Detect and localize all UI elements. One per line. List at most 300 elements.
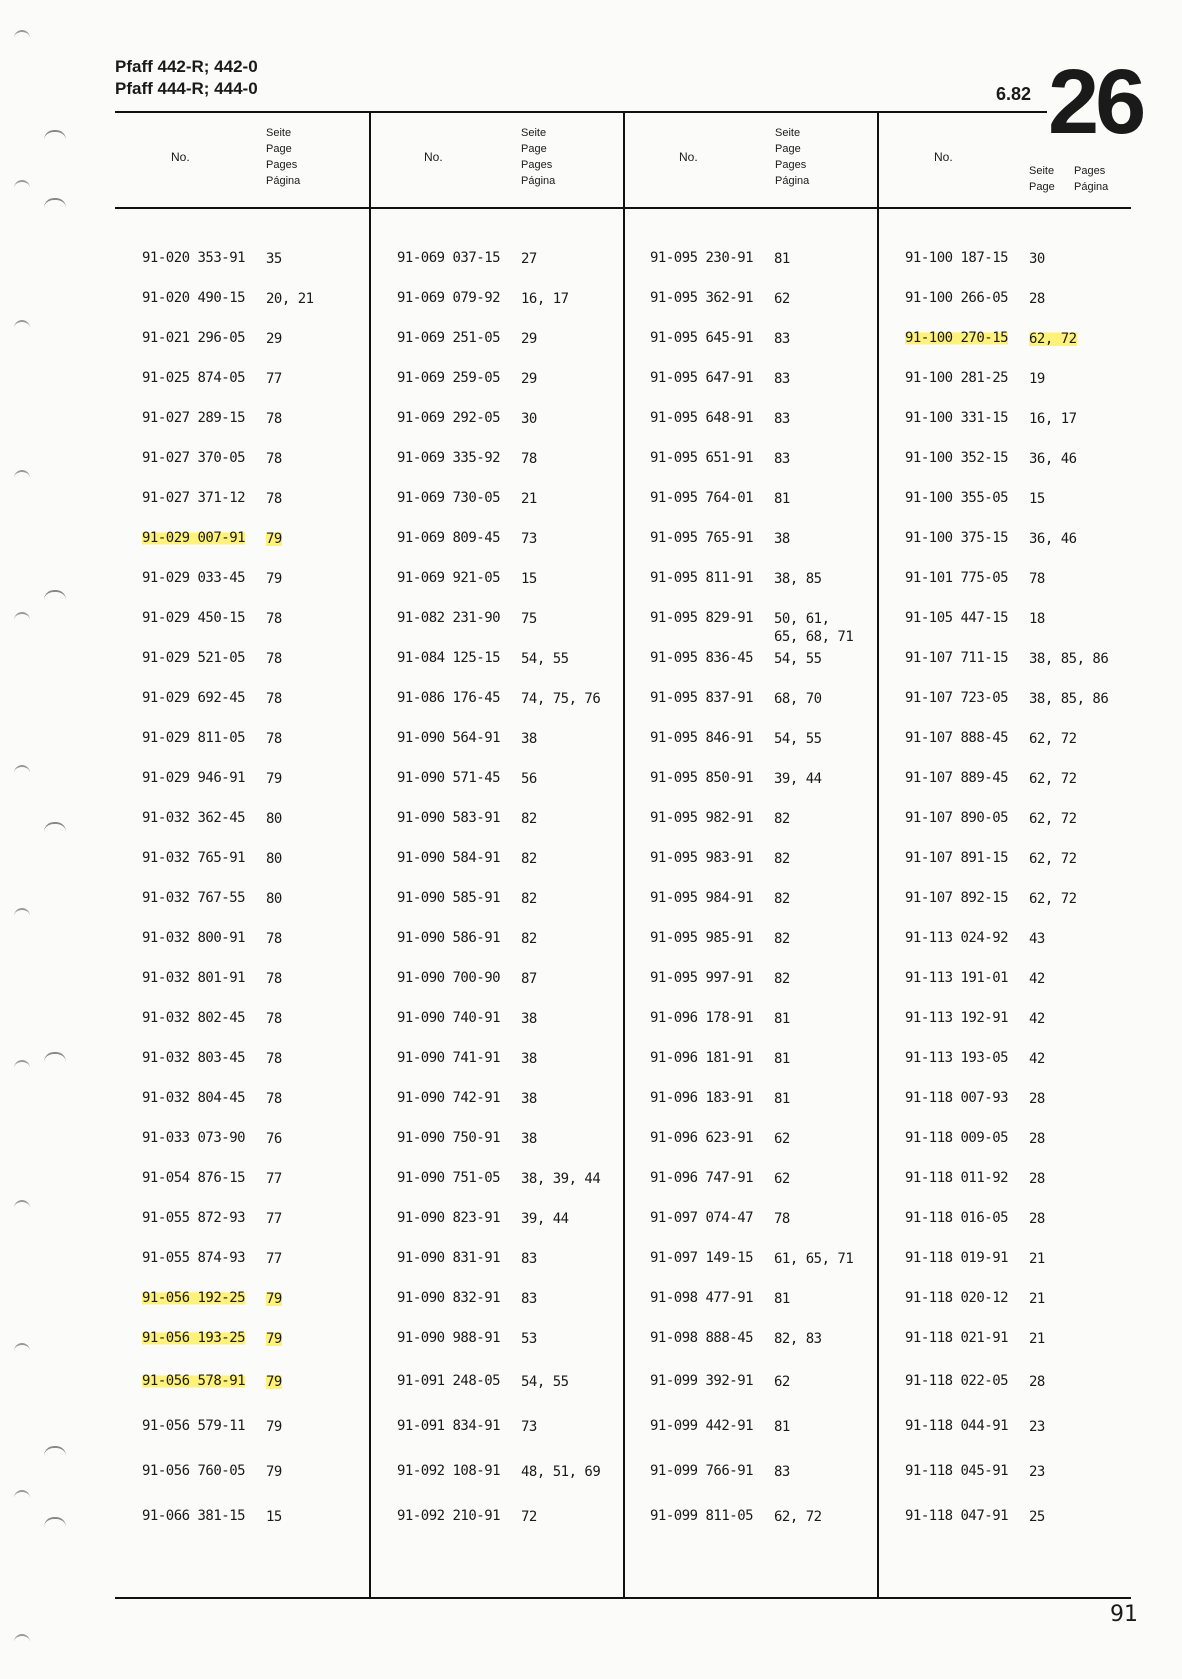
- part-number: 91-118 016-05: [905, 1210, 1009, 1226]
- table-row: [650, 1210, 890, 1240]
- page-reference: 38: [521, 731, 537, 747]
- title-line-1: Pfaff 442-R; 442-0: [115, 57, 258, 76]
- header-seite: Seite: [775, 127, 801, 139]
- part-number: 91-090 742-91: [397, 1090, 501, 1106]
- part-number: 91-097 149-15: [650, 1250, 754, 1266]
- part-number: 91-118 009-05: [905, 1130, 1009, 1146]
- page-reference: 21: [521, 491, 537, 507]
- page-reference: 81: [774, 1091, 790, 1107]
- table-row: [650, 730, 890, 760]
- table-row: [397, 1050, 637, 1080]
- part-number: 91-090 586-91: [397, 930, 501, 946]
- part-number: 91-096 178-91: [650, 1010, 754, 1026]
- part-number: 91-029 450-15: [142, 610, 246, 626]
- punch-hole: [14, 1060, 30, 1072]
- table-row: [142, 890, 382, 920]
- page-reference: 36, 46: [1029, 451, 1077, 467]
- table-row: [650, 650, 890, 680]
- page-reference: 62, 72: [774, 1509, 822, 1525]
- page-reference: 82: [774, 851, 790, 867]
- page-reference: 29: [521, 331, 537, 347]
- page-reference: 81: [774, 1051, 790, 1067]
- part-number: 91-118 022-05: [905, 1373, 1009, 1389]
- page-reference: 15: [266, 1509, 282, 1525]
- table-row: [142, 1050, 382, 1080]
- page-reference: 79: [266, 571, 282, 587]
- table-row: [397, 810, 637, 840]
- header-seite: Seite: [266, 127, 292, 139]
- part-number: 91-027 371-12: [142, 490, 246, 506]
- page-reference: 78: [266, 491, 282, 507]
- page-reference: 28: [1029, 1211, 1045, 1227]
- table-row: [650, 1290, 890, 1320]
- page-reference: 79: [266, 1374, 282, 1390]
- part-number: 91-113 191-01: [905, 970, 1009, 986]
- page-reference: 56: [521, 771, 537, 787]
- part-number: 91-097 074-47: [650, 1210, 754, 1226]
- table-row: [650, 290, 890, 320]
- table-row: [650, 330, 890, 360]
- page-reference: 83: [774, 451, 790, 467]
- table-row: [905, 250, 1145, 280]
- part-number: 91-095 850-91: [650, 770, 754, 786]
- page-reference: 79: [266, 1331, 282, 1347]
- part-number: 91-032 362-45: [142, 810, 246, 826]
- page-reference: 78: [266, 611, 282, 627]
- page-reference: 79: [266, 1464, 282, 1480]
- page-reference: 62, 72: [1029, 331, 1077, 347]
- table-row: [905, 1290, 1145, 1320]
- part-number: 91-099 811-05: [650, 1508, 754, 1524]
- part-number: 91-095 984-91: [650, 890, 754, 906]
- punch-hole: [14, 320, 30, 332]
- table-row: [650, 1130, 890, 1160]
- table-row: [397, 890, 637, 920]
- part-number: 91-090 751-05: [397, 1170, 501, 1186]
- page-reference: 15: [1029, 491, 1045, 507]
- table-row: [397, 1130, 637, 1160]
- page-reference: 23: [1029, 1419, 1045, 1435]
- page-reference: 16, 17: [1029, 411, 1077, 427]
- part-number: 91-090 564-91: [397, 730, 501, 746]
- table-row: [142, 1010, 382, 1040]
- part-number: 91-069 730-05: [397, 490, 501, 506]
- part-number: 91-032 800-91: [142, 930, 246, 946]
- part-number: 91-100 266-05: [905, 290, 1009, 306]
- table-row: [397, 410, 637, 440]
- part-number: 91-113 024-92: [905, 930, 1009, 946]
- title-line-2: Pfaff 444-R; 444-0: [115, 79, 258, 98]
- header-pages-fr: Pages: [521, 159, 553, 171]
- table-row: [397, 930, 637, 960]
- page-reference: 62, 72: [1029, 851, 1077, 867]
- part-number: 91-099 392-91: [650, 1373, 754, 1389]
- page-reference: 78: [266, 1011, 282, 1027]
- part-number: 91-033 073-90: [142, 1130, 246, 1146]
- page-reference: 48, 51, 69: [521, 1464, 601, 1480]
- page-reference: 38, 85, 86: [1029, 651, 1109, 667]
- part-number: 91-107 889-45: [905, 770, 1009, 786]
- page-reference: 79: [266, 771, 282, 787]
- table-row: [397, 1508, 637, 1538]
- part-number: 91-069 292-05: [397, 410, 501, 426]
- page-reference: 79: [266, 531, 282, 547]
- table-row: [397, 330, 637, 360]
- table-row: [142, 1373, 382, 1403]
- part-number: 91-027 289-15: [142, 410, 246, 426]
- header-pages: [1074, 163, 1108, 195]
- part-number: 91-090 740-91: [397, 1010, 501, 1026]
- table-row: [650, 1463, 890, 1493]
- part-number: 91-032 803-45: [142, 1050, 246, 1066]
- part-number: 91-029 811-05: [142, 730, 246, 746]
- part-number: 91-107 891-15: [905, 850, 1009, 866]
- part-number: 91-055 872-93: [142, 1210, 246, 1226]
- table-row: [905, 1418, 1145, 1448]
- page-reference: 78: [266, 731, 282, 747]
- page-reference: 38: [774, 531, 790, 547]
- table-row: [142, 850, 382, 880]
- page-reference: 81: [774, 1291, 790, 1307]
- part-number: 91-090 741-91: [397, 1050, 501, 1066]
- page-reference: 81: [774, 491, 790, 507]
- part-number: 91-095 829-91: [650, 610, 754, 626]
- part-number: 91-090 584-91: [397, 850, 501, 866]
- table-row: [905, 1463, 1145, 1493]
- page-reference: 62, 72: [1029, 771, 1077, 787]
- part-number: 91-020 353-91: [142, 250, 246, 266]
- page-reference: 82: [774, 811, 790, 827]
- page-reference: 78: [266, 651, 282, 667]
- part-number: 91-091 248-05: [397, 1373, 501, 1389]
- page-reference: 28: [1029, 291, 1045, 307]
- part-number: 91-107 892-15: [905, 890, 1009, 906]
- part-number: 91-086 176-45: [397, 690, 501, 706]
- punch-hole: [14, 908, 30, 920]
- page-reference: 29: [266, 331, 282, 347]
- table-row: [142, 690, 382, 720]
- table-row: [142, 730, 382, 760]
- page-reference: 78: [266, 1091, 282, 1107]
- page-reference: 16, 17: [521, 291, 569, 307]
- page-reference: 29: [521, 371, 537, 387]
- part-number: 91-100 331-15: [905, 410, 1009, 426]
- page-reference: 36, 46: [1029, 531, 1077, 547]
- part-number: 91-069 079-92: [397, 290, 501, 306]
- table-row: [650, 530, 890, 560]
- header-no: No.: [424, 150, 443, 164]
- page-reference: 62, 72: [1029, 811, 1077, 827]
- table-row: [142, 610, 382, 640]
- table-row: [650, 1090, 890, 1120]
- table-row: [650, 490, 890, 520]
- header-page: [266, 125, 300, 189]
- part-number: 91-091 834-91: [397, 1418, 501, 1434]
- page-reference: 38: [521, 1011, 537, 1027]
- part-number: 91-069 809-45: [397, 530, 501, 546]
- table-row: [142, 770, 382, 800]
- part-number: 91-095 362-91: [650, 290, 754, 306]
- page-reference: 78: [266, 411, 282, 427]
- table-row: [650, 890, 890, 920]
- page-reference: 78: [774, 1211, 790, 1227]
- table-row: [397, 1463, 637, 1493]
- table-row: [905, 690, 1145, 720]
- table-row: [142, 1090, 382, 1120]
- table-row: [397, 650, 637, 680]
- page-number: 91: [1110, 1602, 1138, 1627]
- edition-date: 6.82: [996, 84, 1032, 104]
- table-row: [397, 1290, 637, 1320]
- page-reference: 74, 75, 76: [521, 691, 601, 707]
- part-number: 91-099 442-91: [650, 1418, 754, 1434]
- table-row: [650, 1250, 890, 1280]
- part-number: 91-032 804-45: [142, 1090, 246, 1106]
- table-row: [905, 1010, 1145, 1040]
- table-row: [397, 1210, 637, 1240]
- page-reference: 83: [774, 411, 790, 427]
- page-reference: 77: [266, 1211, 282, 1227]
- part-number: 91-118 011-92: [905, 1170, 1009, 1186]
- page-reference: 77: [266, 371, 282, 387]
- punch-hole: [14, 1200, 30, 1212]
- table-row: [650, 1170, 890, 1200]
- table-row: [905, 730, 1145, 760]
- column-header-1: [115, 113, 369, 207]
- part-number: 91-090 831-91: [397, 1250, 501, 1266]
- page-reference: 81: [774, 1011, 790, 1027]
- table-row: [650, 690, 890, 720]
- part-number: 91-095 764-01: [650, 490, 754, 506]
- table-row: [142, 1250, 382, 1280]
- table-row: [905, 1090, 1145, 1120]
- page-reference: 78: [266, 931, 282, 947]
- header-pages-fr: Pages: [266, 159, 298, 171]
- table-row: [905, 570, 1145, 600]
- part-number: 91-107 711-15: [905, 650, 1009, 666]
- header-no: No.: [934, 150, 953, 164]
- page-reference: 78: [266, 691, 282, 707]
- table-row: [142, 570, 382, 600]
- table-row: [905, 930, 1145, 960]
- part-number: 91-113 193-05: [905, 1050, 1009, 1066]
- punch-hole: [44, 198, 66, 214]
- part-number: 91-095 985-91: [650, 930, 754, 946]
- page-reference: 20, 21: [266, 291, 314, 307]
- page-reference: 82: [521, 811, 537, 827]
- punch-hole: [14, 1343, 30, 1355]
- page-reference: 43: [1029, 931, 1045, 947]
- page-reference: 82: [521, 851, 537, 867]
- part-number: 91-090 988-91: [397, 1330, 501, 1346]
- table-row: [142, 970, 382, 1000]
- table-row: [142, 1170, 382, 1200]
- table-row: [142, 1290, 382, 1320]
- page-reference: 81: [774, 251, 790, 267]
- table-row: [650, 610, 890, 645]
- table-row: [650, 970, 890, 1000]
- table-row: [905, 290, 1145, 320]
- table-row: [905, 650, 1145, 680]
- part-number: 91-100 375-15: [905, 530, 1009, 546]
- header-page: [521, 125, 555, 189]
- table-row: [905, 970, 1145, 1000]
- part-number: 91-066 381-15: [142, 1508, 246, 1524]
- page-reference: 78: [266, 971, 282, 987]
- part-number: 91-096 623-91: [650, 1130, 754, 1146]
- header-no: No.: [679, 150, 698, 164]
- table-row: [142, 530, 382, 560]
- part-number: 91-027 370-05: [142, 450, 246, 466]
- page-reference: 79: [266, 1291, 282, 1307]
- part-number: 91-056 760-05: [142, 1463, 246, 1479]
- part-number: 91-118 007-93: [905, 1090, 1009, 1106]
- part-number: 91-095 765-91: [650, 530, 754, 546]
- part-number: 91-090 583-91: [397, 810, 501, 826]
- page-reference: 19: [1029, 371, 1045, 387]
- page-reference: 23: [1029, 1464, 1045, 1480]
- header-page-en: Page: [521, 143, 547, 155]
- part-number: 91-096 181-91: [650, 1050, 754, 1066]
- page-reference: 38, 39, 44: [521, 1171, 601, 1187]
- table-row: [142, 1508, 382, 1538]
- part-number: 91-032 802-45: [142, 1010, 246, 1026]
- part-number: 91-029 521-05: [142, 650, 246, 666]
- column-header-4: [879, 113, 1131, 207]
- table-row: [142, 930, 382, 960]
- part-number: 91-032 767-55: [142, 890, 246, 906]
- page-reference: 21: [1029, 1291, 1045, 1307]
- table-row: [397, 570, 637, 600]
- punch-hole: [44, 1052, 66, 1068]
- page-reference: 78: [266, 451, 282, 467]
- header-page-en: Page: [775, 143, 801, 155]
- table-row: [905, 370, 1145, 400]
- page-reference: 35: [266, 251, 282, 267]
- part-number: 91-118 021-91: [905, 1330, 1009, 1346]
- part-number: 91-113 192-91: [905, 1010, 1009, 1026]
- page-reference: 75: [521, 611, 537, 627]
- part-number: 91-118 019-91: [905, 1250, 1009, 1266]
- page-reference: 80: [266, 851, 282, 867]
- page-reference: 78: [1029, 571, 1045, 587]
- part-number: 91-090 585-91: [397, 890, 501, 906]
- page-reference: 15: [521, 571, 537, 587]
- part-number: 91-100 187-15: [905, 250, 1009, 266]
- part-number: 91-029 692-45: [142, 690, 246, 706]
- part-number: 91-118 045-91: [905, 1463, 1009, 1479]
- part-number: 91-090 700-90: [397, 970, 501, 986]
- page-reference: 18: [1029, 611, 1045, 627]
- page-reference: 82, 83: [774, 1331, 822, 1347]
- table-row: [905, 850, 1145, 880]
- table-row: [650, 1508, 890, 1538]
- table-row: [397, 690, 637, 720]
- part-number: 91-084 125-15: [397, 650, 501, 666]
- table-row: [142, 450, 382, 480]
- table-row: [142, 1130, 382, 1160]
- page-reference: 62, 72: [1029, 891, 1077, 907]
- page-reference: 30: [1029, 251, 1045, 267]
- part-number: 91-092 210-91: [397, 1508, 501, 1524]
- header-page: [775, 125, 809, 189]
- table-row: [397, 1090, 637, 1120]
- part-number: 91-098 477-91: [650, 1290, 754, 1306]
- page-reference: 79: [266, 1419, 282, 1435]
- part-number: 91-100 281-25: [905, 370, 1009, 386]
- punch-hole: [14, 180, 30, 192]
- part-number: 91-096 183-91: [650, 1090, 754, 1106]
- table-row: [397, 290, 637, 320]
- part-number: 91-100 352-15: [905, 450, 1009, 466]
- part-number: 91-069 251-05: [397, 330, 501, 346]
- table-row: [397, 1418, 637, 1448]
- page-reference: 81: [774, 1419, 790, 1435]
- table-row: [397, 1330, 637, 1360]
- part-number: 91-025 874-05: [142, 370, 246, 386]
- table-row: [905, 1170, 1145, 1200]
- table-row: [397, 530, 637, 560]
- page-reference: 62: [774, 1171, 790, 1187]
- part-number: 91-055 874-93: [142, 1250, 246, 1266]
- header-seite: Seite: [1029, 165, 1055, 177]
- document-title: [115, 56, 258, 100]
- header-pagina: Página: [521, 175, 556, 187]
- page-reference: 78: [266, 1051, 282, 1067]
- table-row: [905, 770, 1145, 800]
- page-reference: 25: [1029, 1509, 1045, 1525]
- page-reference: 42: [1029, 971, 1045, 987]
- table-row: [397, 610, 637, 640]
- table-row: [142, 290, 382, 320]
- table-row: [142, 650, 382, 680]
- part-number: 91-054 876-15: [142, 1170, 246, 1186]
- part-number: 91-069 259-05: [397, 370, 501, 386]
- page-reference: 38, 85: [774, 571, 822, 587]
- part-number: 91-090 823-91: [397, 1210, 501, 1226]
- table-row: [142, 1463, 382, 1493]
- part-number: 91-092 108-91: [397, 1463, 501, 1479]
- table-row: [650, 410, 890, 440]
- page-reference: 82: [521, 931, 537, 947]
- header-pagina: Página: [775, 175, 810, 187]
- table-row: [650, 810, 890, 840]
- part-number: 91-105 447-15: [905, 610, 1009, 626]
- page-reference: 76: [266, 1131, 282, 1147]
- page-reference: 28: [1029, 1171, 1045, 1187]
- part-number: 91-029 033-45: [142, 570, 246, 586]
- table-row: [142, 1210, 382, 1240]
- part-number: 91-056 578-91: [142, 1373, 246, 1389]
- page-reference: 38: [521, 1091, 537, 1107]
- part-number: 91-095 651-91: [650, 450, 754, 466]
- page-reference: 38: [521, 1051, 537, 1067]
- punch-hole: [14, 1490, 30, 1502]
- page-reference: 62: [774, 1374, 790, 1390]
- punch-hole: [14, 30, 30, 42]
- part-number: 91-107 723-05: [905, 690, 1009, 706]
- part-number: 91-095 983-91: [650, 850, 754, 866]
- table-row: [397, 490, 637, 520]
- page-reference: 78: [521, 451, 537, 467]
- page-reference: 39, 44: [521, 1211, 569, 1227]
- part-number: 91-029 946-91: [142, 770, 246, 786]
- table-row: [397, 770, 637, 800]
- table-row: [397, 730, 637, 760]
- page-reference: 83: [774, 1464, 790, 1480]
- part-number: 91-032 801-91: [142, 970, 246, 986]
- table-row: [905, 1210, 1145, 1240]
